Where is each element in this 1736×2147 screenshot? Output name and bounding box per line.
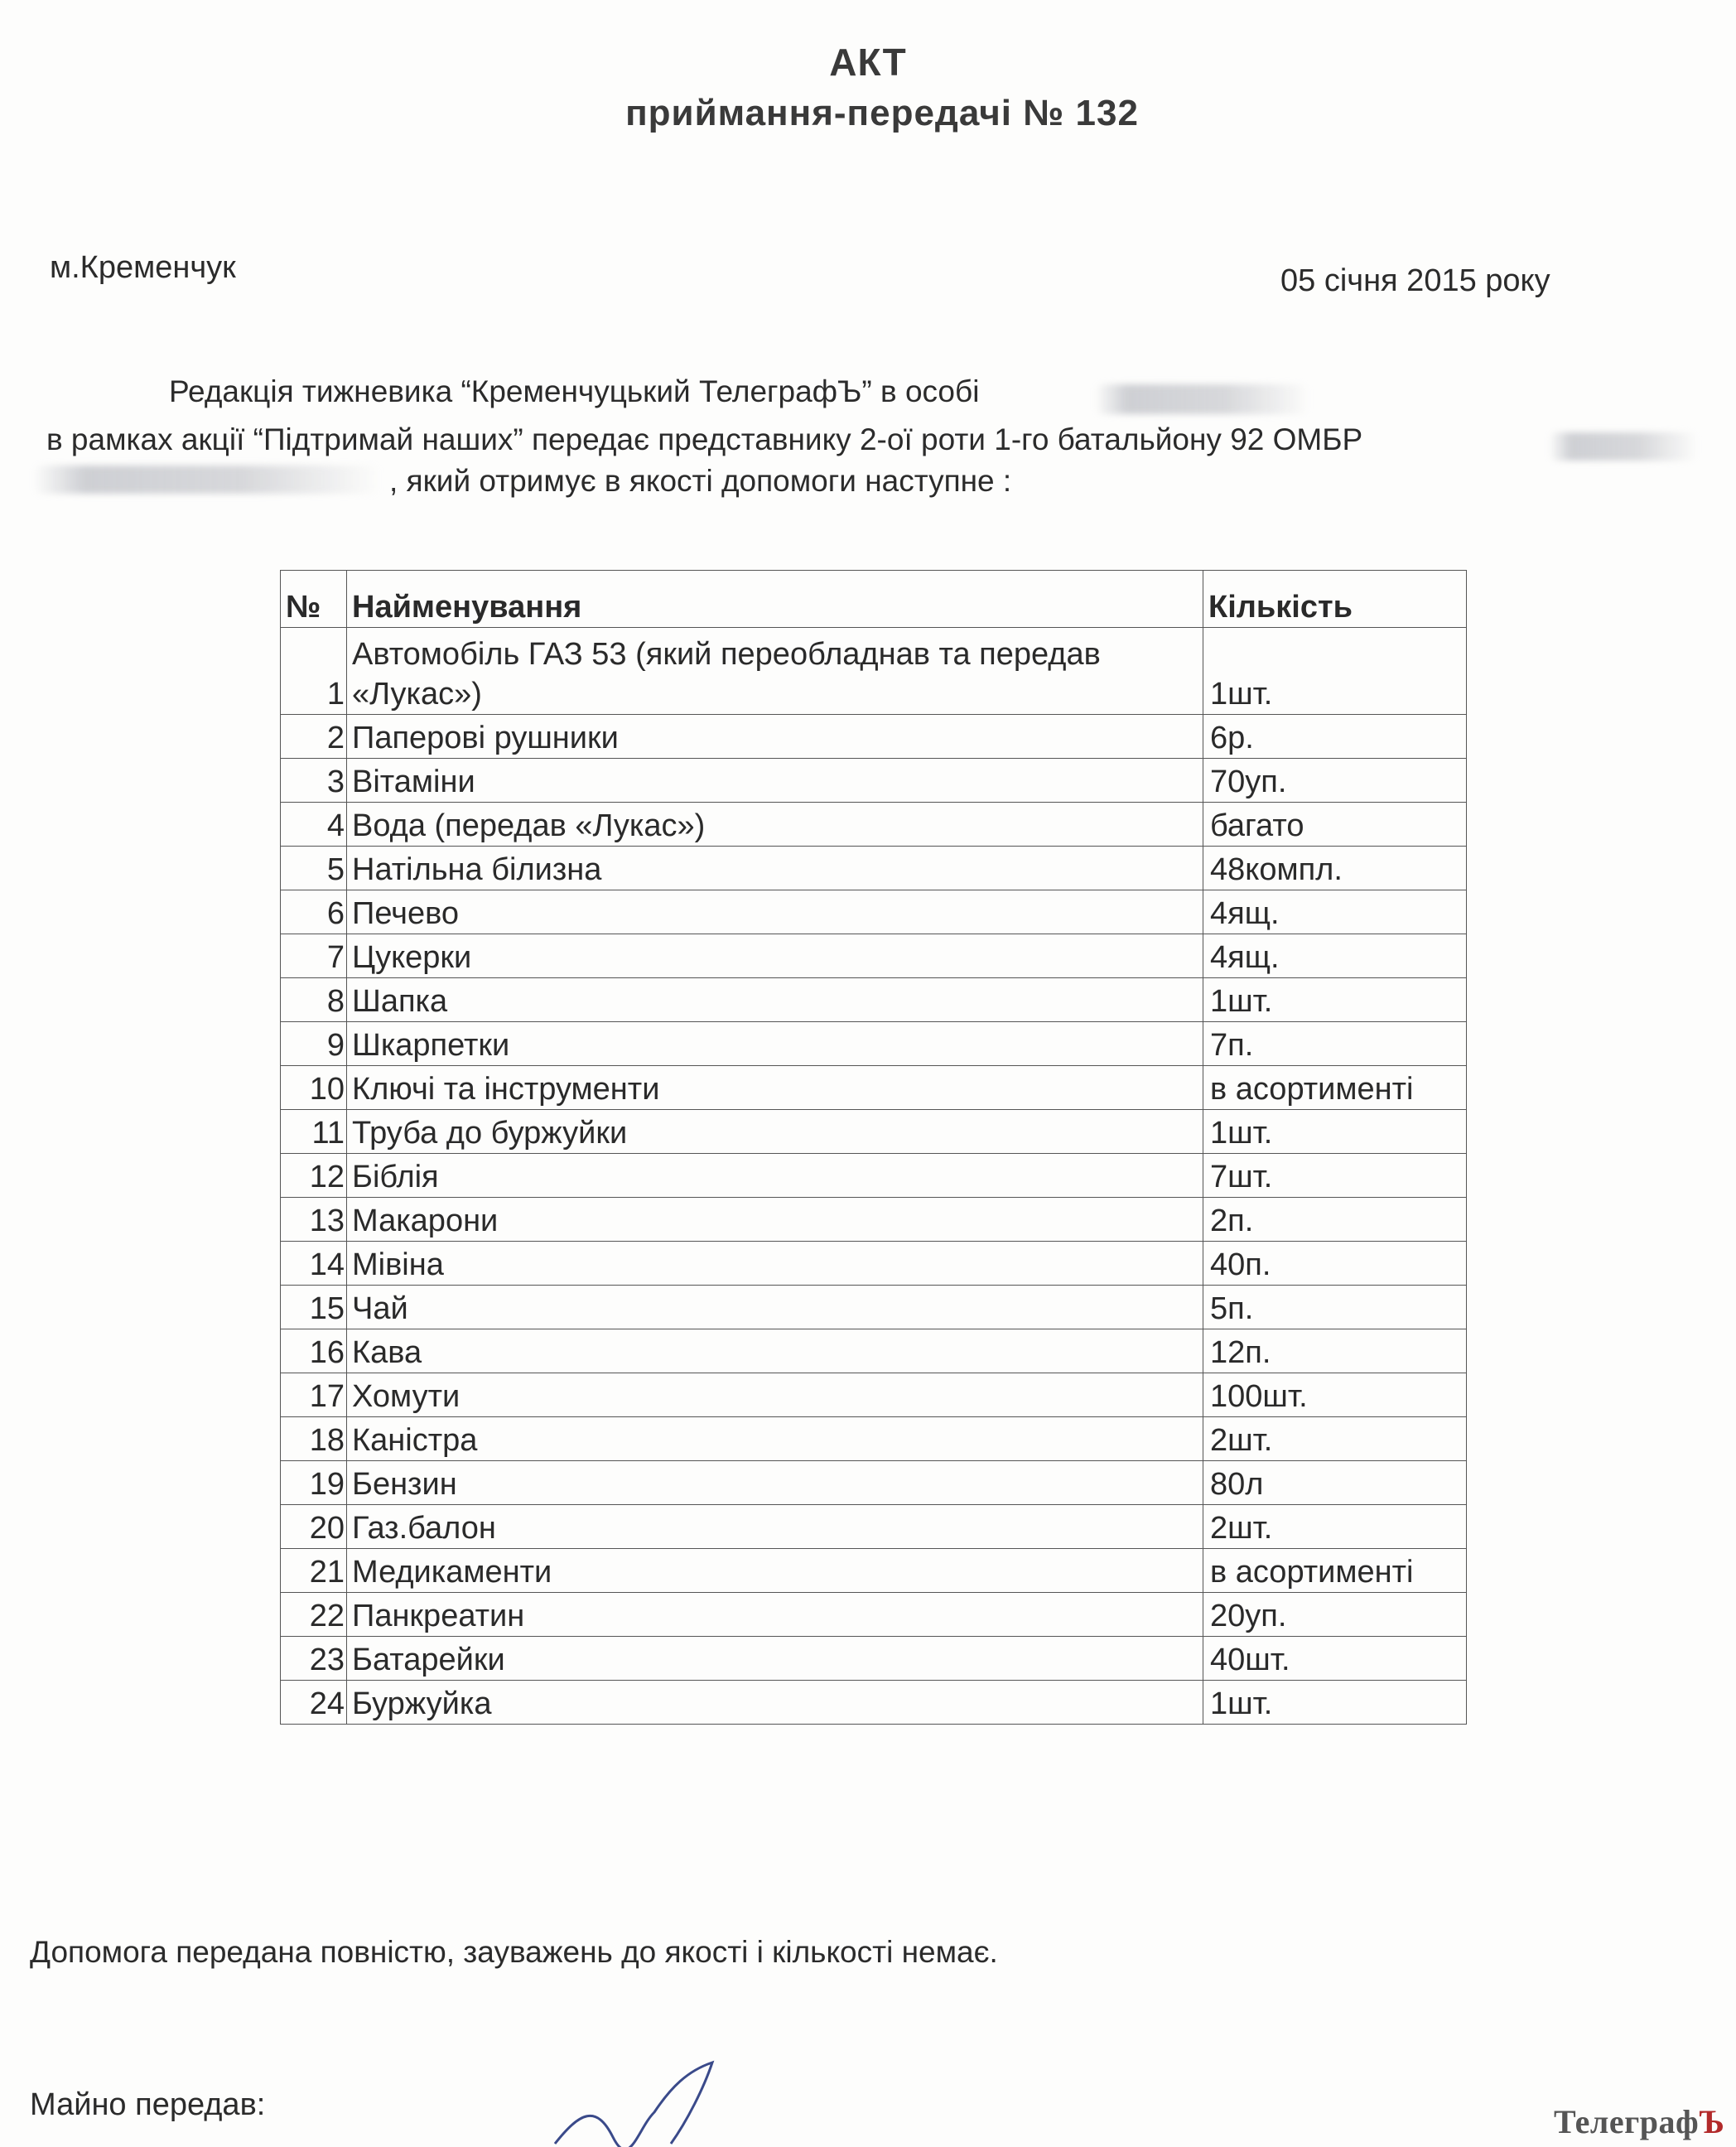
row-quantity: 7п. — [1203, 1022, 1467, 1066]
table-row — [281, 1066, 1467, 1110]
items-body — [281, 628, 1467, 1725]
row-item-name: Вітаміни — [347, 759, 1203, 803]
table-row — [281, 1549, 1467, 1593]
row-number: 20 — [281, 1505, 347, 1549]
document-title: АКТ — [829, 41, 907, 84]
row-item-name: Печево — [347, 890, 1203, 934]
signature-image — [547, 2054, 779, 2147]
intro-line-1: Редакція тижневика “Кременчуцький ТелеграфЪ” в особі — [169, 374, 980, 408]
header-name: Найменування — [347, 571, 1203, 628]
row-item-name: Хомути — [347, 1373, 1203, 1417]
row-number: 24 — [281, 1681, 347, 1725]
row-quantity: в асортименті — [1203, 1066, 1467, 1110]
row-quantity: 40п. — [1203, 1242, 1467, 1286]
redacted-name-3 — [33, 466, 381, 494]
row-item-name: Шапка — [347, 978, 1203, 1022]
document-date: 05 січня 2015 року — [1280, 263, 1550, 298]
table-row — [281, 1373, 1467, 1417]
table-row — [281, 1681, 1467, 1725]
table-row — [281, 1329, 1467, 1373]
logo-text: Телеграф — [1554, 2103, 1700, 2140]
row-number: 9 — [281, 1022, 347, 1066]
row-quantity: 1шт. — [1203, 978, 1467, 1022]
row-number: 6 — [281, 890, 347, 934]
header-qty: Кількість — [1203, 571, 1467, 628]
row-item-name: Мівіна — [347, 1242, 1203, 1286]
row-number: 16 — [281, 1329, 347, 1373]
row-quantity: 4ящ. — [1203, 934, 1467, 978]
row-quantity: 2шт. — [1203, 1417, 1467, 1461]
table-row — [281, 1505, 1467, 1549]
row-number: 14 — [281, 1242, 347, 1286]
row-number: 4 — [281, 803, 347, 847]
row-quantity: 7шт. — [1203, 1154, 1467, 1198]
row-number: 2 — [281, 715, 347, 759]
row-quantity: 1шт. — [1203, 1681, 1467, 1725]
row-item-name: Бензин — [347, 1461, 1203, 1505]
row-number: 13 — [281, 1198, 347, 1242]
row-item-name: Чай — [347, 1286, 1203, 1329]
row-item-name: Кава — [347, 1329, 1203, 1373]
row-number: 12 — [281, 1154, 347, 1198]
row-quantity: 6р. — [1203, 715, 1467, 759]
logo-end: Ъ — [1699, 2103, 1725, 2140]
table-row — [281, 1417, 1467, 1461]
row-number: 5 — [281, 847, 347, 890]
publisher-logo — [1554, 2102, 1724, 2141]
row-item-name: Каністра — [347, 1417, 1203, 1461]
row-quantity: в асортименті — [1203, 1549, 1467, 1593]
table-row — [281, 628, 1467, 715]
table-row — [281, 759, 1467, 803]
row-number: 10 — [281, 1066, 347, 1110]
row-quantity: 1шт. — [1203, 1110, 1467, 1154]
row-quantity: 48компл. — [1203, 847, 1467, 890]
row-item-name: Біблія — [347, 1154, 1203, 1198]
row-number: 21 — [281, 1549, 347, 1593]
redacted-name-2 — [1549, 432, 1698, 461]
intro-line-3: , який отримує в якості допомоги наступне : — [389, 464, 1012, 498]
city-label: м.Кременчук — [50, 250, 236, 285]
row-quantity: 40шт. — [1203, 1637, 1467, 1681]
intro-line-2: в рамках акції “Підтримай наших” передає представнику 2-ої роти 1-го батальйону 92 ОМБР — [46, 422, 1363, 456]
table-row — [281, 1154, 1467, 1198]
redacted-name-1 — [1095, 384, 1310, 414]
table-row — [281, 1286, 1467, 1329]
row-quantity: багато — [1203, 803, 1467, 847]
table-row — [281, 1593, 1467, 1637]
items-table — [280, 570, 1467, 1725]
property-transferred-label: Майно передав: — [30, 2087, 266, 2122]
row-item-name: Паперові рушники — [347, 715, 1203, 759]
row-item-name: Батарейки — [347, 1637, 1203, 1681]
row-item-name-line: «Лукас») — [352, 677, 482, 712]
table-row — [281, 1022, 1467, 1066]
row-quantity: 70уп. — [1203, 759, 1467, 803]
footer-note: Допомога передана повністю, зауважень до якості і кількості немає. — [30, 1935, 998, 1969]
table-row — [281, 803, 1467, 847]
table-row — [281, 978, 1467, 1022]
row-item-name — [347, 628, 1203, 715]
table-row — [281, 1110, 1467, 1154]
row-item-name: Шкарпетки — [347, 1022, 1203, 1066]
table-row — [281, 1637, 1467, 1681]
header-num: № — [281, 571, 347, 628]
row-number: 18 — [281, 1417, 347, 1461]
table-header-row — [281, 571, 1467, 628]
row-number: 22 — [281, 1593, 347, 1637]
row-item-name: Вода (передав «Лукас») — [347, 803, 1203, 847]
row-item-name: Натільна білизна — [347, 847, 1203, 890]
row-quantity: 2шт. — [1203, 1505, 1467, 1549]
row-item-name: Медикаменти — [347, 1549, 1203, 1593]
row-number: 11 — [281, 1110, 347, 1154]
document-subtitle: приймання-передачі № 132 — [625, 93, 1139, 133]
row-item-name-line: Автомобіль ГАЗ 53 (який переобладнав та передав — [352, 637, 1101, 672]
row-number: 19 — [281, 1461, 347, 1505]
row-number: 1 — [281, 628, 347, 715]
row-quantity: 2п. — [1203, 1198, 1467, 1242]
table-row — [281, 1461, 1467, 1505]
row-item-name: Панкреатин — [347, 1593, 1203, 1637]
row-quantity: 4ящ. — [1203, 890, 1467, 934]
row-quantity: 1шт. — [1203, 628, 1467, 715]
row-number: 8 — [281, 978, 347, 1022]
row-item-name: Буржуйка — [347, 1681, 1203, 1725]
row-quantity: 12п. — [1203, 1329, 1467, 1373]
row-quantity: 20уп. — [1203, 1593, 1467, 1637]
row-item-name: Ключі та інструменти — [347, 1066, 1203, 1110]
row-number: 15 — [281, 1286, 347, 1329]
table-row — [281, 934, 1467, 978]
row-quantity: 80л — [1203, 1461, 1467, 1505]
row-number: 3 — [281, 759, 347, 803]
table-row — [281, 715, 1467, 759]
row-number: 23 — [281, 1637, 347, 1681]
row-item-name: Цукерки — [347, 934, 1203, 978]
row-quantity: 100шт. — [1203, 1373, 1467, 1417]
row-number: 17 — [281, 1373, 347, 1417]
table-row — [281, 847, 1467, 890]
table-row — [281, 1198, 1467, 1242]
row-item-name: Макарони — [347, 1198, 1203, 1242]
table-row — [281, 1242, 1467, 1286]
table-row — [281, 890, 1467, 934]
row-quantity: 5п. — [1203, 1286, 1467, 1329]
row-item-name: Газ.балон — [347, 1505, 1203, 1549]
row-number: 7 — [281, 934, 347, 978]
row-item-name: Труба до буржуйки — [347, 1110, 1203, 1154]
